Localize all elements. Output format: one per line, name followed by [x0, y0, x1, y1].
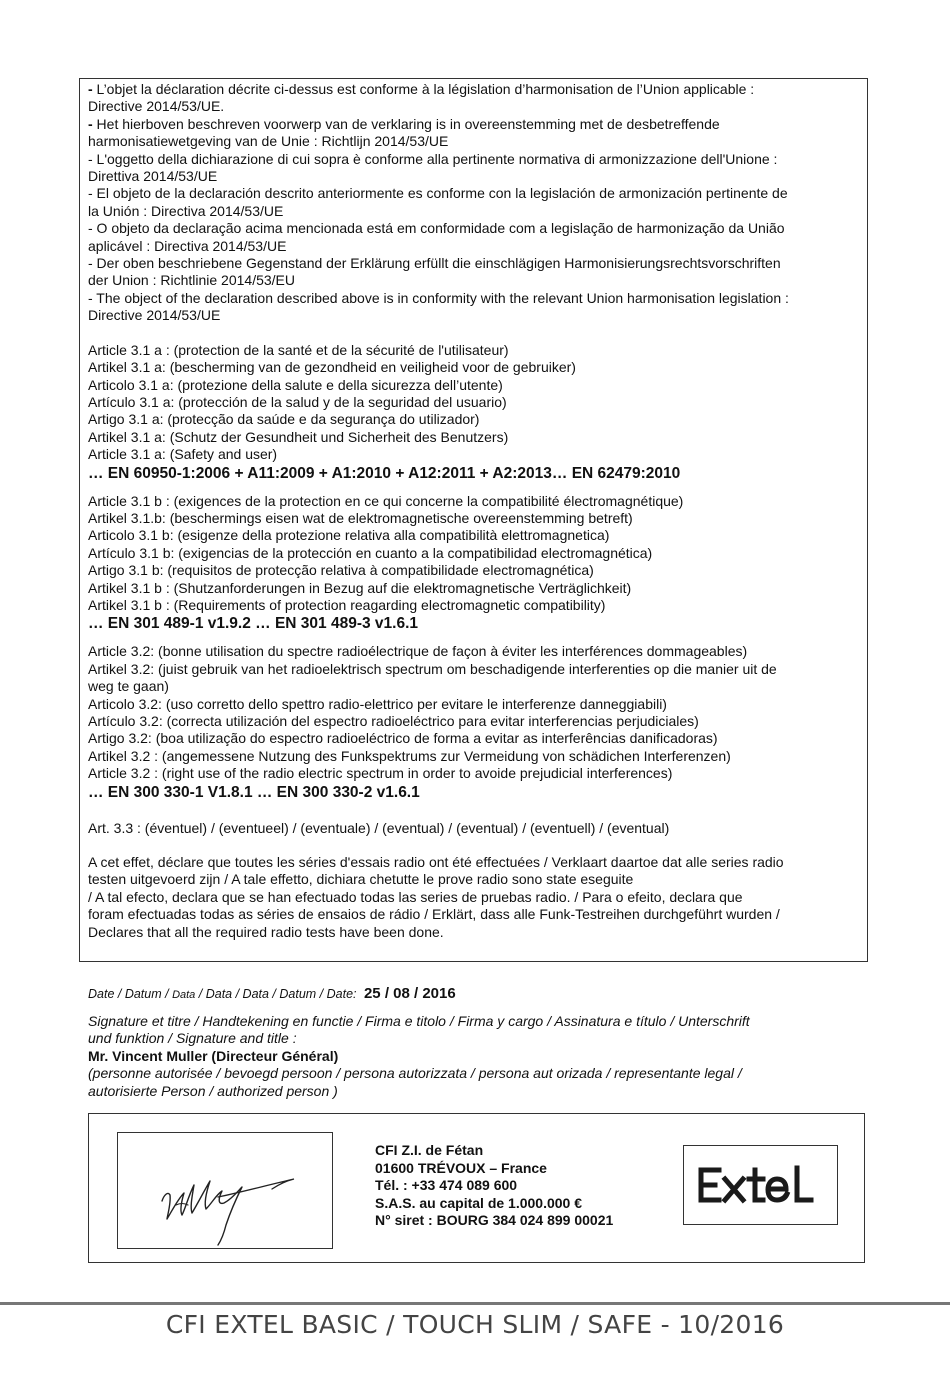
article-line: Artikel 3.2: (juist gebruik van het radioelektrisch spectrum om beschadigende interferenties op die manier uit de	[88, 660, 777, 677]
article-3-2	[88, 643, 859, 802]
article-line: Article 3.2 : (right use of the radio electric spectrum in order to avoide prejudicial interferences)	[88, 765, 673, 782]
conformity-fr: - L’objet la déclaration décrite ci-dessus est conforme à la législation d’harmonisation de l’Union applicable :	[88, 81, 755, 97]
signature-title-label-line2: und funktion / Signature and title :	[88, 1030, 297, 1047]
article-line: Artikel 3.1 b : (Requirements of protection reagarding electromagnetic compatibility)	[88, 596, 606, 613]
article-line: Artículo 3.1 b: (exigencias de la protección en cuanto a la compatibilidad electromagnética)	[88, 544, 653, 561]
date-label: Date / Datum /	[88, 987, 173, 1001]
date-label-rest: / Data / Data / Datum / Date:	[195, 987, 360, 1001]
article-line: Artikel 3.1 a: (Schutz der Gesundheit und Sicherheit des Benutzers)	[88, 428, 509, 445]
company-line: 01600 TRÉVOUX – France	[375, 1159, 547, 1176]
article-line: weg te gaan)	[88, 678, 169, 695]
company-line: S.A.S. au capital de 1.000.000 €	[375, 1194, 582, 1211]
radio-tests-line: foram efectuadas todas as séries de ensaios de rádio / Erklärt, dass alle Funk-Testreihen durchgeführt wurden /	[88, 906, 780, 923]
company-line: N° siret : BOURG 384 024 899 00021	[375, 1212, 614, 1229]
article-line: Artikel 3.1 a: (bescherming van de gezondheid en veiligheid voor de gebruiker)	[88, 359, 576, 376]
article-line: Article 3.2: (bonne utilisation du spectre radioélectrique de façon à éviter les interférences dommageables)	[88, 643, 748, 660]
conformity-it-line2: Direttiva 2014/53/UE	[88, 168, 218, 185]
article-line: Articolo 3.2: (uso corretto dello spettro radio-elettrico per evitare le interferenze danneggiabili)	[88, 695, 667, 712]
conformity-pt-line2: aplicável : Directiva 2014/53/UE	[88, 237, 287, 254]
date-value: 25 / 08 / 2016	[363, 985, 456, 1002]
article-line: Artikel 3.1 b : (Shutzanforderungen in Bezug auf die elektromagnetische Verträglichkeit)	[88, 579, 632, 596]
article-3-3: Art. 3.3 : (éventuel) / (eventueel) / (eventuale) / (eventual) / (eventual) / (eventuell) / (eventual)	[88, 819, 670, 836]
conformity-es: - El objeto de la declaración descrito anteriormente es conforme con la legislación de armonización pertinente de	[88, 185, 788, 202]
conformity-fr-line2: Directive 2014/53/UE.	[88, 98, 225, 115]
company-address	[375, 1142, 613, 1230]
radio-tests-line: A cet effet, déclare que toutes les séries d'essais radio ont été effectuées / Verklaart daartoe dat alle series radio	[88, 854, 784, 871]
article-line: Articolo 3.1 a: (protezione della salute e della sicurezza dell’utente)	[88, 376, 503, 393]
conformity-nl: - Het hierboven beschreven voorwerp van de verklaring is in overeenstemming met de desbetreffende	[88, 115, 720, 132]
radio-tests-line: Declares that all the required radio tests have been done.	[88, 923, 444, 940]
article-line: Article 3.1 a : (protection de la santé et de la sécurité de l'utilisateur)	[88, 341, 509, 358]
conformity-de: - Der oben beschriebene Gegenstand der Erklärung erfüllt die einschlägigen Harmonisierungsrechtsvorschriften	[88, 255, 781, 272]
signatory-role-line2: autorisierte Person / authorized person )	[88, 1082, 338, 1099]
conformity-en-line2: Directive 2014/53/UE	[88, 307, 221, 324]
company-line: Tél. : +33 474 089 600	[375, 1177, 518, 1194]
conformity-de-line2: der Union : Richtlinie 2014/53/EU	[88, 272, 296, 289]
date-line	[88, 985, 456, 1002]
signature-title-label: Signature et titre / Handtekening en functie / Firma e titolo / Firma y cargo / Assinatura e título / Unterschrift	[88, 1013, 750, 1029]
handwritten-signature	[117, 1132, 333, 1249]
date-label-small: Data	[172, 989, 196, 1001]
radio-tests-line: testen uitgevoerd zijn / A tale effetto, dichiara chetutte le prove radio sono state eseguite	[88, 871, 634, 888]
footer-divider	[0, 1302, 950, 1305]
article-line: Article 3.1 a: (Safety and user)	[88, 446, 278, 463]
article-line: Artículo 3.1 a: (protección de la salud y de la seguridad del usuario)	[88, 393, 507, 410]
article-line: Artikel 3.1.b: (beschermings eisen wat de elektromagnetische overeenstemming betreft)	[88, 509, 633, 526]
conformity-es-line2: la Unión : Directiva 2014/53/UE	[88, 202, 284, 219]
conformity-statements	[88, 81, 859, 325]
conformity-en: - The object of the declaration described above is in conformity with the relevant Union harmonisation legislation :	[88, 289, 789, 306]
conformity-nl-line2: harmonisatiewetgeving van de Unie : Richtlijn 2014/53/UE	[88, 133, 449, 150]
standards-3-1-b: … EN 301 489-1 v1.9.2 … EN 301 489-3 v1.6.1	[88, 615, 419, 633]
signature-block	[88, 1013, 868, 1100]
article-line: Artículo 3.2: (correcta utilización del espectro radioeléctrico para evitar interferencias perjudiciales)	[88, 713, 699, 729]
company-line: CFI Z.I. de Fétan	[375, 1142, 484, 1158]
article-line: Artigo 3.1 a: (protecção da saúde e da segurança do utilizador)	[88, 411, 480, 428]
extel-logo-icon	[695, 1164, 827, 1206]
radio-tests-declaration	[88, 854, 859, 941]
article-3-1-a	[88, 342, 859, 484]
article-line: Artigo 3.1 b: (requisitos de protecção relativa à compatibilidade electromagnética)	[88, 562, 594, 579]
company-footer-box	[88, 1113, 865, 1263]
signatory-name: Mr. Vincent Muller (Directeur Général)	[88, 1047, 339, 1064]
article-line: Artikel 3.2 : (angemessene Nutzung des Funkspektrums zur Vermeidung von schädichen Interferenzen)	[88, 747, 731, 764]
article-line: Article 3.1 b : (exigences de la protection en ce qui concerne la compatibilité électromagnétique)	[88, 492, 684, 509]
article-3-1-b	[88, 493, 859, 635]
article-line: Articolo 3.1 b: (esigenze della protezione relativa alla compatibilità elettromagnetica)	[88, 527, 610, 544]
declaration-frame	[79, 78, 868, 962]
extel-logo	[683, 1145, 838, 1225]
signatory-role: (personne autorisée / bevoegd persoon / persona autorizzata / persona aut orizada / representante legal /	[88, 1065, 742, 1082]
standards-3-2: … EN 300 330-1 V1.8.1 … EN 300 330-2 v1.6.1	[88, 783, 420, 801]
conformity-pt: - O objeto da declaração acima mencionada está em conformidade com a legislação de harmonização da União	[88, 220, 785, 237]
standards-3-1-a: … EN 60950-1:2006 + A11:2009 + A1:2010 + A12:2011 + A2:2013… EN 62479:2010	[88, 464, 681, 482]
conformity-it: - L'oggetto della dichiarazione di cui sopra è conforme alla pertinente normativa di armonizzazione dell'Unione :	[88, 150, 778, 167]
page-footer: CFI EXTEL BASIC / TOUCH SLIM / SAFE - 10/2016	[165, 1310, 785, 1339]
article-line: Artigo 3.2: (boa utilização do espectro radioeléctrico de forma a evitar as interferências danificadoras)	[88, 730, 718, 747]
radio-tests-line: / A tal efecto, declara que se han efectuado todas las series de pruebas radio. / Para o efeito, declara que	[88, 888, 743, 905]
signature-icon	[118, 1133, 332, 1248]
